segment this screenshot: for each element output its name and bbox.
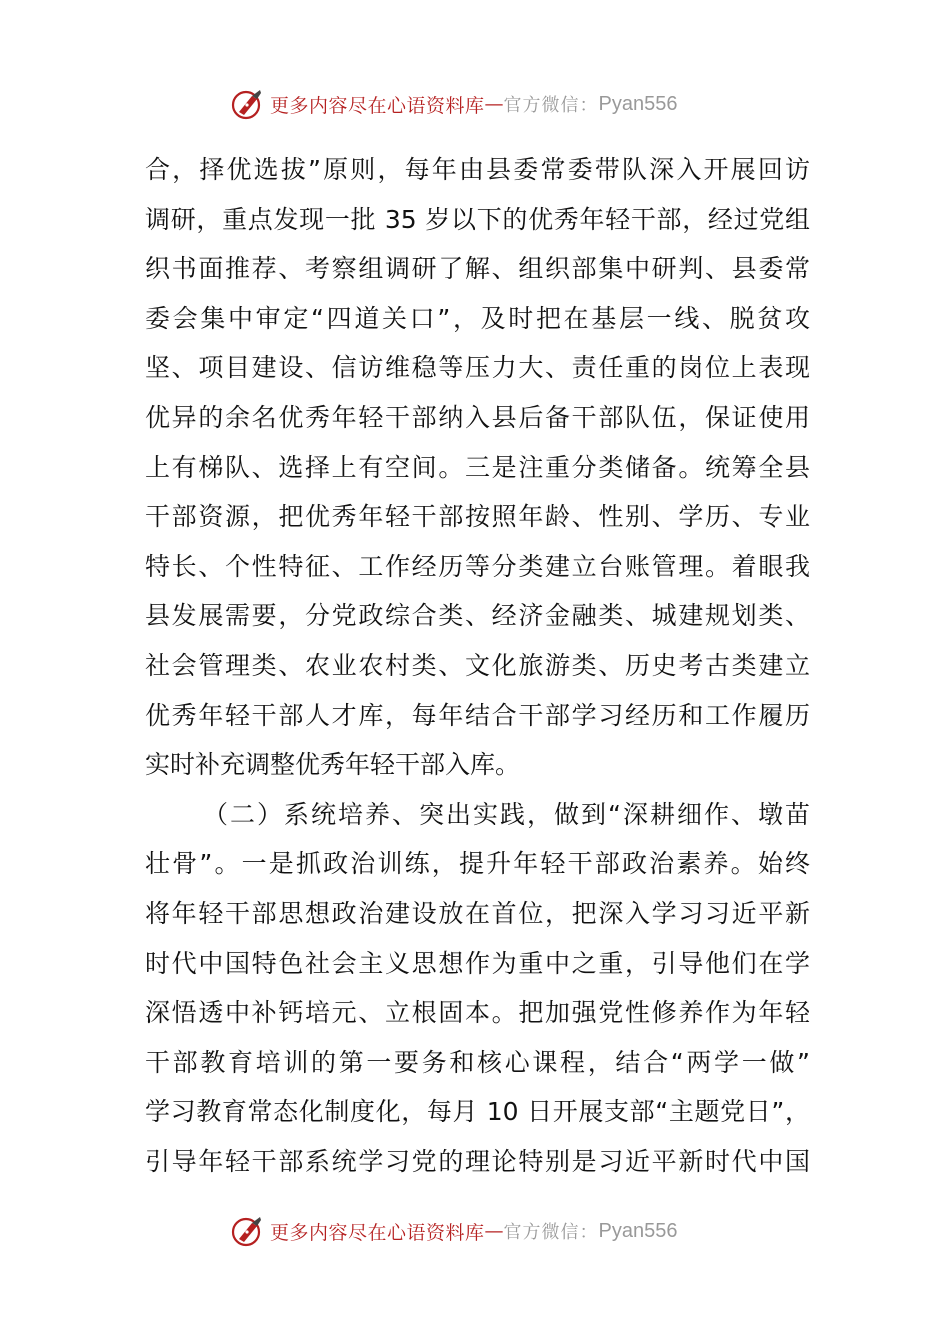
body-line: 县发展需要，分党政综合类、经济金融类、城建规划类、	[145, 601, 810, 631]
body-line: 实时补充调整优秀年轻干部入库。	[145, 750, 521, 780]
header-banner-title: 更多内容尽在心语资料库	[270, 94, 485, 117]
body-line: 引导年轻干部系统学习党的理论特别是习近平新时代中国	[145, 1146, 810, 1176]
body-line: 社会管理类、农业农村类、文化旅游类、历史考古类建立	[145, 650, 810, 680]
document-body	[145, 145, 810, 1186]
body-line: 上有梯队、选择上有空间。三是注重分类储备。统筹全县	[145, 452, 810, 482]
body-line: 织书面推荐、考察组调研了解、组织部集中研判、县委常	[145, 254, 810, 284]
body-line: 深悟透中补钙培元、立根固本。把加强党性修养作为年轻	[145, 998, 810, 1028]
body-line: 时代中国特色社会主义思想作为重中之重，引导他们在学	[145, 948, 810, 978]
footer-wechat-label: 官方微信：	[503, 1222, 599, 1243]
body-line: 坚、项目建设、信访维稳等压力大、责任重的岗位上表现	[145, 353, 810, 383]
body-line: 特长、个性特征、工作经历等分类建立台账管理。着眼我	[145, 551, 810, 581]
footer-banner-dash: —	[484, 1220, 504, 1242]
footer-banner	[230, 1211, 677, 1251]
section-heading-line: （二）系统培养、突出实践，做到“深耕细作、墩苗	[203, 799, 810, 829]
body-line: 干部教育培训的第一要务和核心课程，结合“两学一做”	[145, 1047, 810, 1077]
footer-wechat-id: Pyan556	[598, 1219, 678, 1242]
body-line: 将年轻干部思想政治建设放在首位，把深入学习习近平新	[145, 898, 810, 928]
header-banner-dash: —	[484, 93, 504, 115]
footer-banner-title: 更多内容尽在心语资料库	[270, 1221, 485, 1244]
pen-nib-logo-icon	[230, 86, 266, 122]
body-line: 学习教育常态化制度化，每月 10 日开展支部“主题党日”，	[145, 1097, 810, 1127]
body-line: 合，择优选拔”原则，每年由县委常委带队深入开展回访	[145, 155, 810, 184]
body-line: 委会集中审定“四道关口”，及时把在基层一线、脱贫攻	[145, 303, 810, 333]
header-wechat-id: Pyan556	[598, 92, 678, 115]
header-banner	[230, 84, 677, 124]
body-line: 优异的余名优秀年轻干部纳入县后备干部队伍，保证使用	[145, 402, 810, 432]
body-line: 优秀年轻干部人才库，每年结合干部学习经历和工作履历	[145, 700, 810, 730]
body-line: 调研，重点发现一批 35 岁以下的优秀年轻干部，经过党组	[145, 204, 810, 234]
body-line: 干部资源，把优秀年轻干部按照年龄、性别、学历、专业	[145, 502, 810, 532]
header-wechat-label: 官方微信：	[503, 95, 599, 116]
pen-nib-logo-icon	[230, 1213, 266, 1249]
body-line: 壮骨”。一是抓政治训练，提升年轻干部政治素养。始终	[145, 849, 810, 879]
